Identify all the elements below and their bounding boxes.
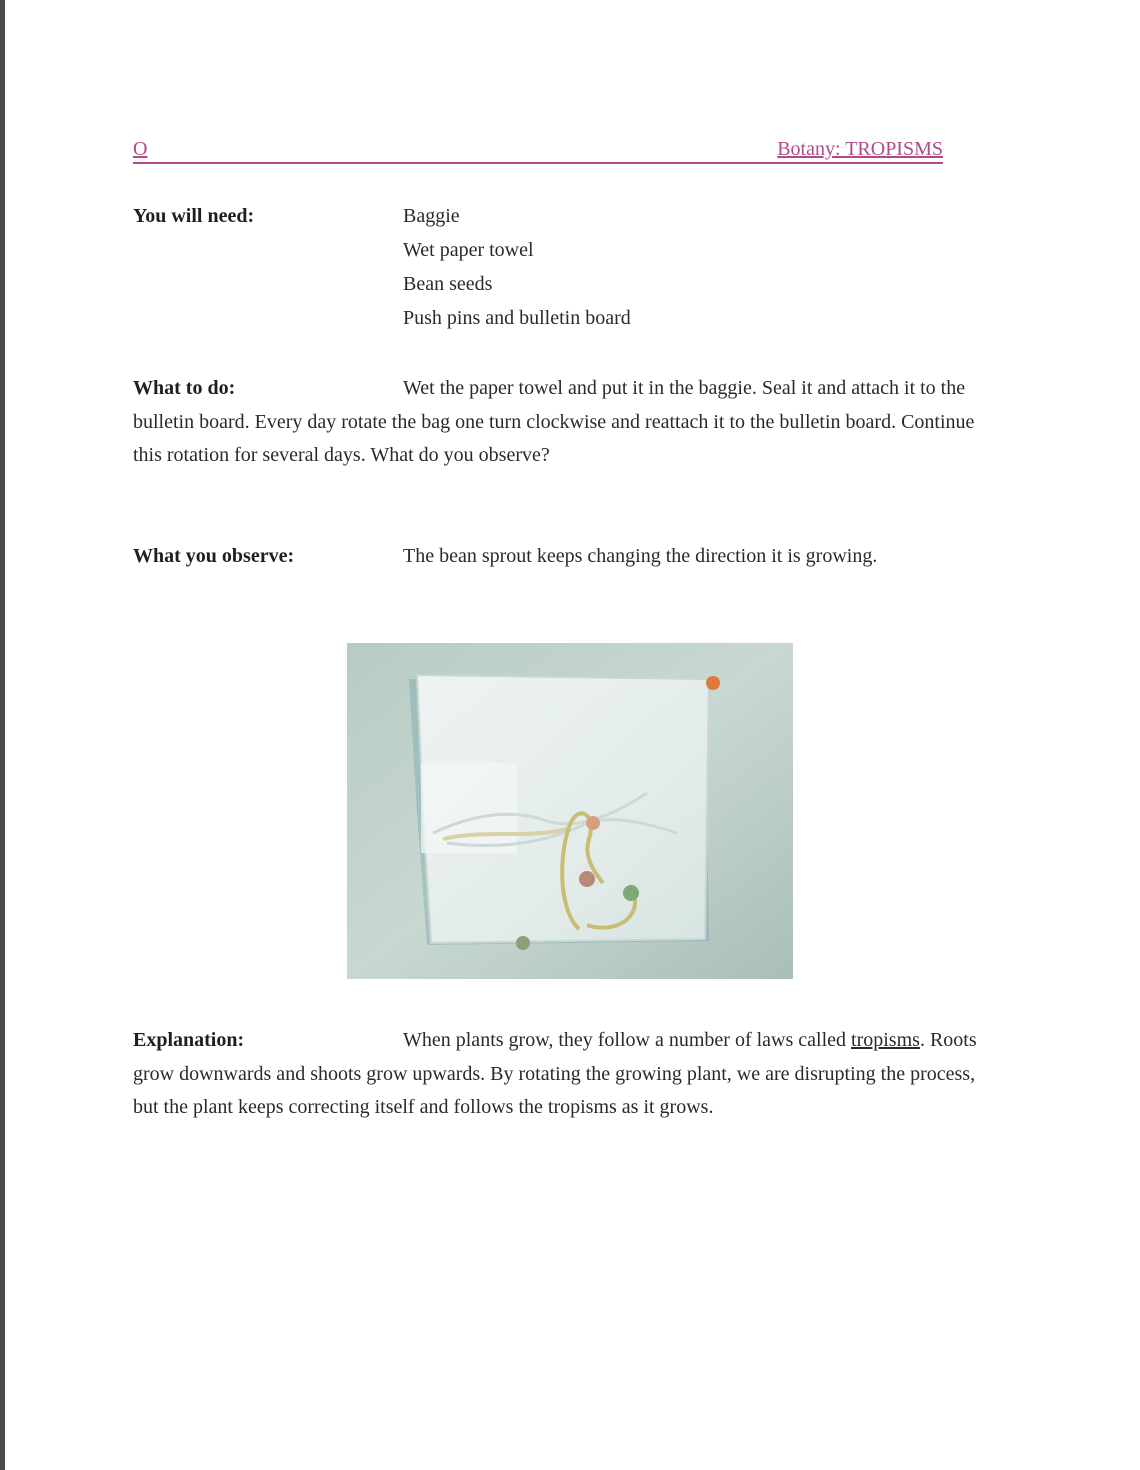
materials-item: Push pins and bulletin board: [403, 307, 631, 329]
procedure-label: What to do:: [133, 377, 236, 399]
page-number: O: [133, 138, 148, 160]
bean-leaf: [623, 885, 639, 901]
bean-leaf: [586, 816, 600, 830]
materials-label: You will need:: [133, 205, 255, 227]
explanation-text-end: . Roots grow downwards and shoots grow upwards. By rotating the growing plant, we are disrupting the process, but the plant keeps correcting itself and follows the tropisms as it grows.: [133, 1029, 977, 1118]
observation-label: What you observe:: [133, 545, 295, 567]
page-header: [133, 136, 943, 164]
experiment-photo: [347, 643, 793, 979]
push-pin: [706, 676, 720, 690]
page-left-edge: [0, 0, 5, 1470]
explanation-section: [133, 1024, 1003, 1125]
running-title: Botany: TROPISMS: [777, 138, 943, 160]
tropisms-term: tropisms: [851, 1029, 920, 1051]
observation-section: [133, 540, 1003, 574]
bag-fold: [421, 763, 517, 853]
bean-leaf: [516, 936, 530, 950]
bean-leaf: [579, 871, 595, 887]
explanation-text-start: When plants grow, they follow a number of laws called: [403, 1029, 852, 1051]
materials-item: Wet paper towel: [403, 239, 534, 261]
materials-item: Bean seeds: [403, 273, 493, 295]
procedure-section: [133, 372, 1003, 473]
materials-list: [403, 200, 631, 336]
observation-text: The bean sprout keeps changing the direction it is growing.: [403, 545, 878, 567]
document-page: [133, 0, 1003, 1470]
procedure-text: Wet the paper towel and put it in the baggie. Seal it and attach it to the bulletin board. Every day rotate the bag one turn clockwise and reattach it to the bulletin board. Continue this rotation for several days. What do you observe?: [133, 377, 975, 466]
materials-item: Baggie: [403, 205, 460, 227]
explanation-label: Explanation:: [133, 1029, 245, 1051]
